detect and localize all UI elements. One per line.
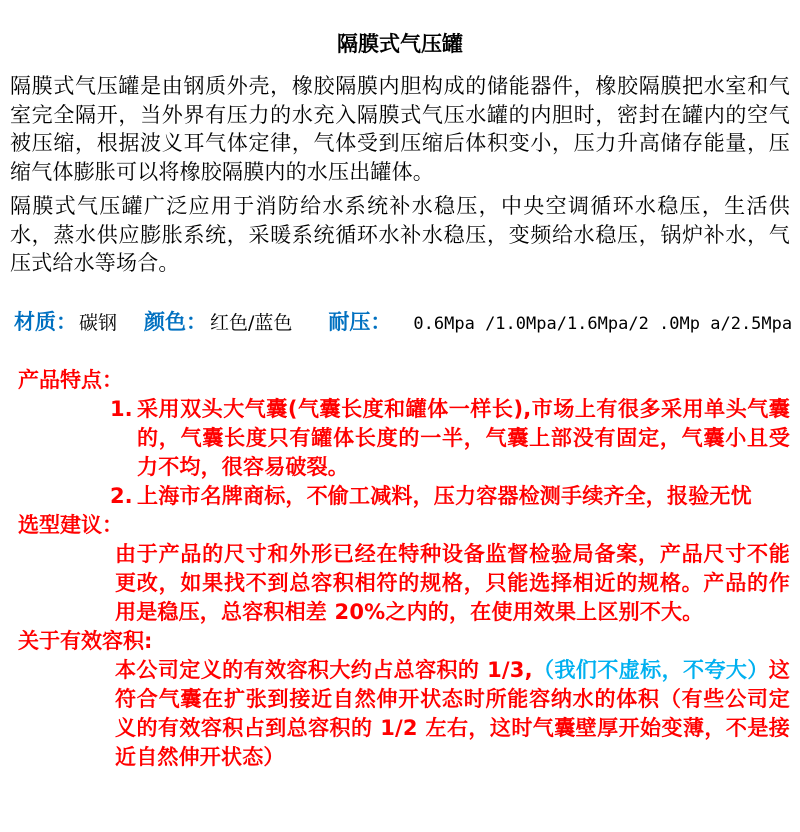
feature-1-text: 采用双头大气囊(气囊长度和罐体一样长),市场上有很多采用单头气囊的，气囊长度只有罐体长度的一半，气囊上部没有固定，气囊小且受力不均，很容易破裂。 — [137, 396, 790, 479]
intro-paragraph-applications: 隔膜式气压罐广泛应用于消防给水系统补水稳压，中央空调循环水稳压，生活供水，蒸水供应膨胀系统，采暖系统循环水补水稳压，变频给水稳压，锅炉补水，气压式给水等场合。 — [10, 194, 790, 275]
color-label: 颜色： — [144, 309, 208, 334]
effective-volume-heading: 关于有效容积: — [18, 628, 153, 653]
pressure-label: 耐压： — [328, 309, 392, 334]
features-heading: 产品特点： — [18, 367, 123, 392]
feature-item-1 — [10, 395, 790, 482]
material-value: 碳钢 — [79, 311, 118, 334]
effective-volume-text-after: 这符合气囊在扩张到接近自然伸开状态时所能容纳水的体积（有些公司定义的有效容积占到总容积的 1/2 左右，这时气囊壁厚开始变薄，不是接近自然伸开状态） — [115, 657, 790, 769]
red-sections — [10, 366, 790, 772]
pressure-value: 0.6Mpa /1.0Mpa/1.6Mpa/2 .0Mp a/2.5Mpa — [413, 313, 793, 334]
material-label: 材质： — [14, 309, 77, 334]
effective-volume-highlight: （我们不虚标，不夸大） — [532, 657, 769, 682]
effective-volume-text-before: 本公司定义的有效容积大约占总容积的 1/3, — [115, 657, 533, 682]
selection-advice-heading: 选型建议： — [18, 512, 123, 537]
page-title: 隔膜式气压罐 — [337, 32, 463, 56]
product-description-page — [0, 32, 800, 772]
feature-item-2 — [10, 482, 790, 511]
feature-2-number: 2. — [110, 483, 133, 508]
selection-advice-body: 由于产品的尺寸和外形已经在特种设备监督检验局备案，产品尺寸不能更改，如果找不到总容积相符的规格，只能选择相近的规格。产品的作用是稳压，总容积相差 20%之内的，在使用效果上区别不大。 — [115, 541, 790, 624]
effective-volume-body — [115, 656, 790, 772]
spec-row — [10, 306, 793, 336]
color-value: 红色/蓝色 — [210, 311, 293, 334]
feature-1-number: 1. — [110, 396, 133, 421]
intro-paragraph-construction: 隔膜式气压罐是由钢质外壳，橡胶隔膜内胆构成的储能器件，橡胶隔膜把水室和气室完全隔开，当外界有压力的水充入隔膜式气压水罐的内胆时，密封在罐内的空气被压缩，根据波义耳气体定律，气体受到压缩后体积变小，压力升高储存能量，压缩气体膨胀可以将橡胶隔膜内的水压出罐体。 — [10, 74, 790, 184]
feature-2-text: 上海市名牌商标，不偷工减料，压力容器检测手续齐全，报验无忧 — [137, 483, 752, 508]
